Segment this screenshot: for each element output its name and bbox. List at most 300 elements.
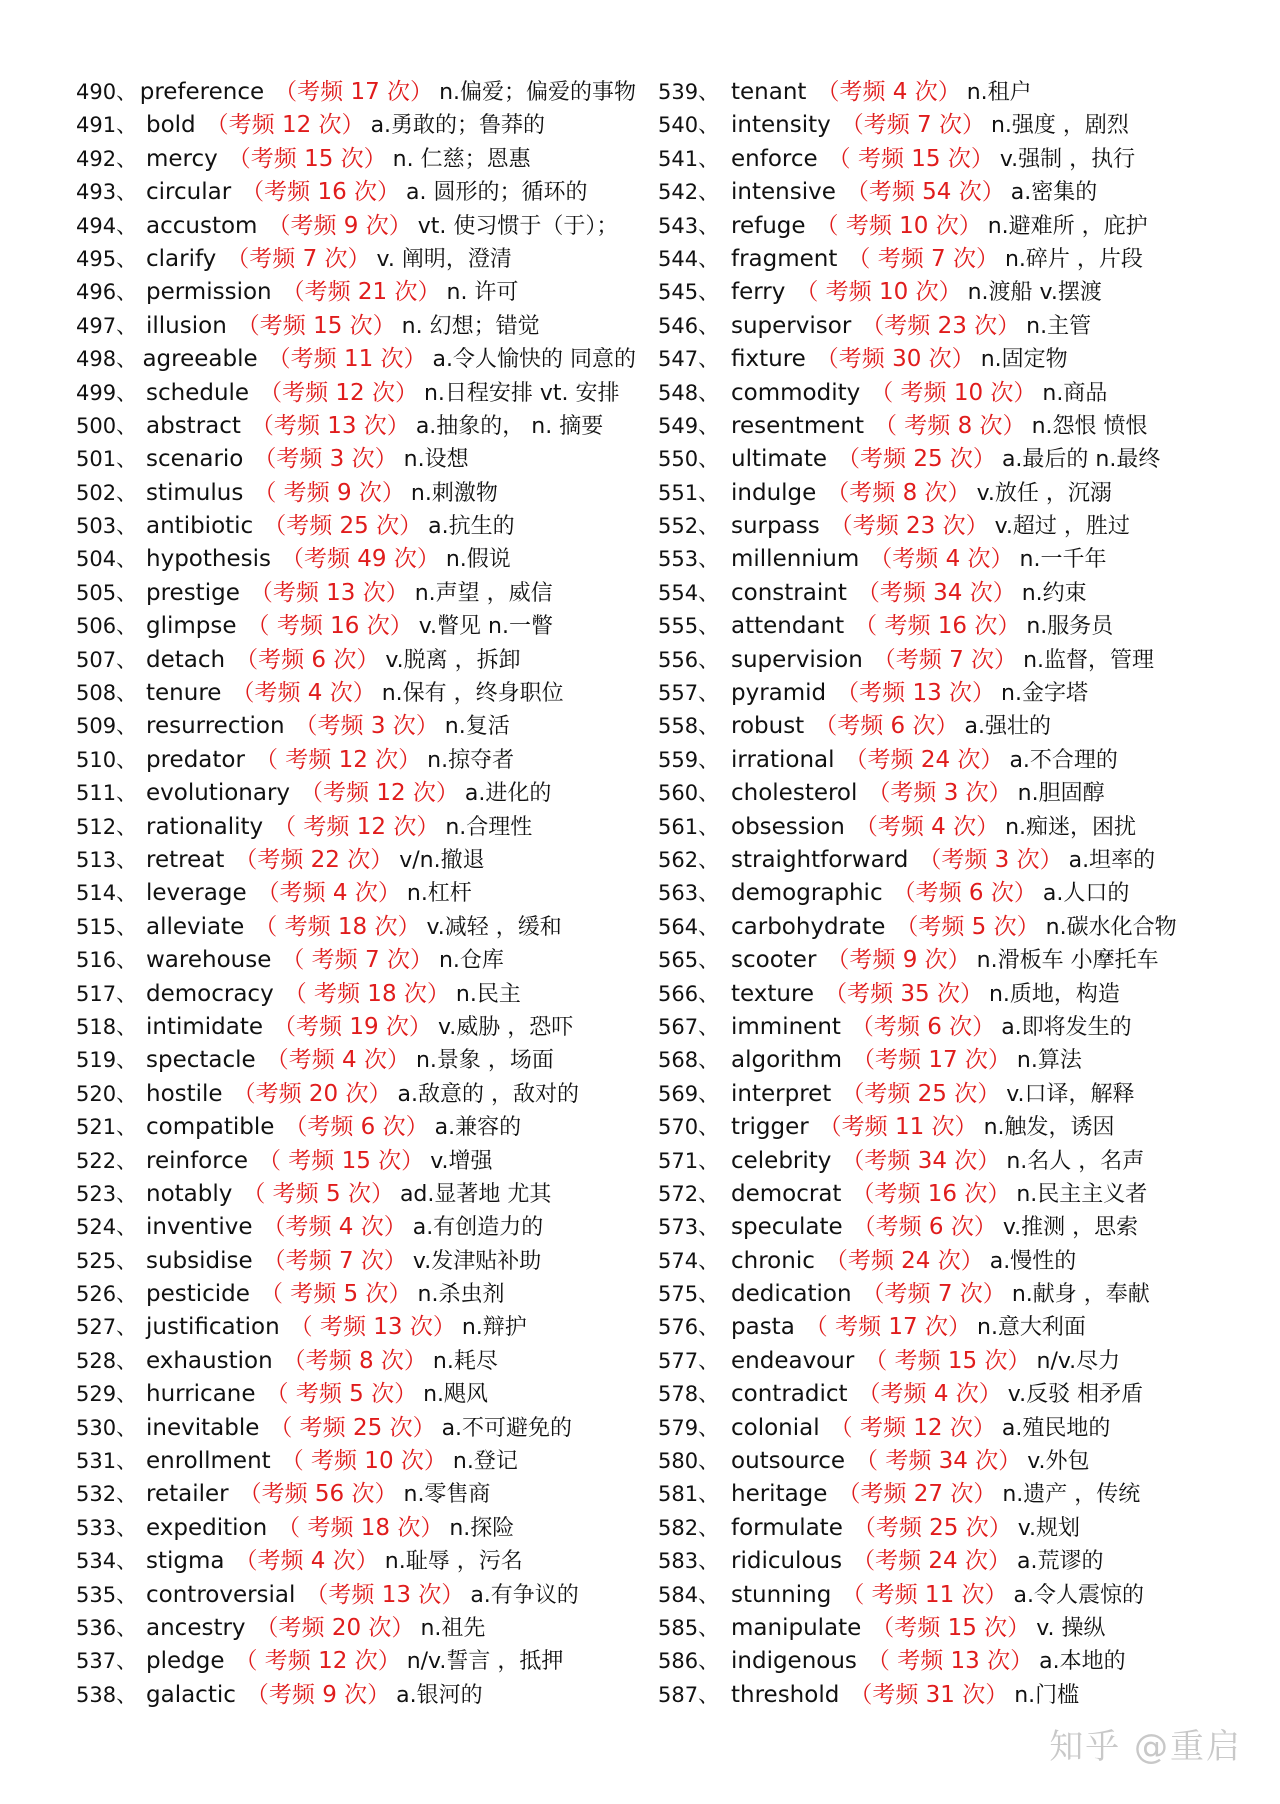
entry-number: 516、: [76, 948, 138, 973]
entry-definition: v.强制 ，执行: [999, 146, 1136, 172]
entry-frequency: （ 考频 15 次）: [827, 145, 994, 172]
entry-definition: n.碳水化合物: [1045, 914, 1177, 940]
entry-word: accustom: [146, 212, 258, 239]
entry-word: irrational: [731, 746, 835, 773]
vocab-entry: [658, 1545, 1218, 1578]
entry-frequency: （考频 15 次）: [227, 145, 387, 172]
entry-frequency: （考频 6 次）: [235, 646, 380, 673]
entry-frequency: （考频 9 次）: [267, 212, 412, 239]
vocab-entry: [658, 1612, 1218, 1645]
entry-word: pyramid: [731, 680, 827, 707]
entry-frequency: （考频 4 次）: [265, 1047, 410, 1074]
entry-word: demographic: [731, 880, 883, 907]
entry-frequency: （考频 25 次）: [837, 446, 996, 473]
entry-definition: n.避难所 ，庇护: [987, 213, 1148, 239]
entry-definition: a.本地的: [1039, 1649, 1126, 1675]
vocab-entry: [76, 510, 636, 543]
entry-frequency: （ 考频 13 次）: [289, 1314, 456, 1341]
vocab-entry: [76, 76, 636, 109]
entry-word: predator: [146, 746, 245, 773]
entry-frequency: （考频 11 次）: [267, 346, 427, 373]
entry-word: intensive: [731, 179, 836, 206]
entry-word: tenure: [146, 680, 222, 707]
entry-number: 531、: [76, 1449, 138, 1474]
entry-word: detach: [146, 646, 226, 673]
entry-frequency: （考频 8 次）: [826, 479, 971, 506]
entry-definition: n.民主: [455, 981, 521, 1007]
entry-word: justification: [146, 1314, 280, 1341]
entry-word: manipulate: [731, 1614, 862, 1641]
entry-word: obsession: [731, 813, 845, 840]
entry-definition: n.民主主义者: [1016, 1181, 1148, 1207]
vocab-entry: [76, 911, 636, 944]
entry-word: illusion: [146, 312, 227, 339]
entry-definition: a. 圆形的；循环的: [406, 180, 588, 206]
entry-number: 527、: [76, 1315, 138, 1340]
entry-number: 582、: [658, 1515, 720, 1540]
entry-number: 568、: [658, 1048, 720, 1073]
entry-definition: a.荒谬的: [1016, 1549, 1104, 1575]
vocab-entry: [76, 1044, 636, 1077]
entry-frequency: （考频 6 次）: [892, 880, 1037, 907]
entry-word: leverage: [146, 880, 247, 907]
vocab-entry: [76, 1245, 636, 1278]
entry-number: 495、: [76, 246, 138, 271]
entry-frequency: （ 考频 8 次）: [873, 412, 1026, 439]
entry-definition: v.脱离 ，拆卸: [385, 647, 521, 673]
entry-definition: n.名人 ，名声: [1006, 1148, 1145, 1174]
entry-definition: n.一千年: [1019, 547, 1107, 573]
entry-frequency: （考频 4 次）: [256, 880, 401, 907]
entry-number: 572、: [658, 1181, 720, 1206]
vocab-entry: [658, 1111, 1218, 1144]
entry-number: 509、: [76, 714, 138, 739]
entry-number: 526、: [76, 1282, 138, 1307]
entry-number: 524、: [76, 1215, 138, 1240]
entry-definition: n.杀虫剂: [417, 1282, 505, 1308]
entry-definition: n.耗尽: [432, 1348, 498, 1374]
entry-number: 564、: [658, 914, 720, 939]
entry-number: 549、: [658, 413, 720, 438]
entry-frequency: （ 考频 18 次）: [277, 1514, 444, 1541]
entry-frequency: （ 考频 12 次）: [273, 813, 440, 840]
entry-frequency: （ 考频 34 次）: [855, 1448, 1022, 1475]
entry-word: colonial: [731, 1414, 820, 1441]
entry-definition: n.设想: [403, 447, 469, 473]
entry-number: 550、: [658, 447, 720, 472]
vocab-entry: [658, 677, 1218, 710]
entry-word: intensity: [731, 112, 831, 139]
entry-definition: a.慢性的: [989, 1248, 1077, 1274]
entry-definition: v.规划: [1017, 1515, 1081, 1541]
entry-definition: n.偏爱；偏爱的事物: [439, 80, 636, 105]
vocab-entry: [658, 644, 1218, 677]
entry-number: 530、: [76, 1415, 138, 1440]
entry-definition: a.银河的: [396, 1682, 483, 1708]
vocab-entry: [658, 410, 1218, 443]
entry-definition: n.耻辱 ，污名: [384, 1549, 523, 1575]
entry-word: celebrity: [731, 1147, 832, 1174]
entry-definition: v.口译，解释: [1006, 1081, 1135, 1107]
vocab-entry: [76, 1145, 636, 1178]
entry-definition: v.发津贴补助: [412, 1248, 542, 1274]
vocab-entry: [658, 243, 1218, 276]
vocab-entry: [76, 744, 636, 777]
vocab-entry: [76, 1278, 636, 1311]
entry-definition: n.仓库: [438, 948, 504, 974]
entry-definition: n.景象 ，场面: [415, 1048, 554, 1074]
entry-frequency: （ 考频 18 次）: [283, 980, 450, 1007]
entry-definition: n. 许可: [446, 280, 519, 306]
entry-frequency: （ 考频 15 次）: [864, 1347, 1031, 1374]
entry-definition: n.碎片 ，片段: [1004, 246, 1143, 272]
entry-number: 585、: [658, 1615, 720, 1640]
entry-definition: n.日程安排 vt. 安排: [423, 380, 620, 406]
vocab-entry: [658, 143, 1218, 176]
vocab-entry: [658, 1345, 1218, 1378]
entry-frequency: （考频 20 次）: [232, 1080, 392, 1107]
entry-number: 557、: [658, 681, 720, 706]
entry-number: 570、: [658, 1115, 720, 1140]
vocab-entry: [76, 1078, 636, 1111]
entry-definition: a.进化的: [464, 781, 552, 807]
entry-number: 567、: [658, 1014, 720, 1039]
entry-word: intimidate: [146, 1013, 264, 1040]
entry-word: heritage: [731, 1481, 828, 1508]
vocab-entry: [76, 377, 636, 410]
entry-frequency: （考频 13 次）: [249, 579, 409, 606]
entry-number: 511、: [76, 781, 138, 806]
entry-frequency: （ 考频 7 次）: [847, 245, 999, 272]
entry-number: 545、: [658, 280, 720, 305]
vocab-entry: [658, 1512, 1218, 1545]
vocab-entry: [658, 76, 1218, 109]
vocab-entry: [76, 1311, 636, 1344]
entry-frequency: （考频 4 次）: [234, 1548, 379, 1575]
entry-number: 541、: [658, 146, 720, 171]
entry-definition: n.探险: [449, 1515, 515, 1541]
entry-frequency: （考频 25 次）: [852, 1514, 1012, 1541]
vocab-entry: [76, 811, 636, 844]
entry-word: straightforward: [731, 846, 909, 873]
entry-number: 534、: [76, 1549, 138, 1574]
entry-definition: ad.显著地 尤其: [399, 1181, 552, 1207]
entry-definition: n.触发，诱因: [983, 1115, 1115, 1141]
vocab-entry: [76, 710, 636, 743]
entry-word: retreat: [146, 846, 225, 873]
entry-definition: n.刺激物: [410, 480, 498, 506]
entry-frequency: （ 考频 10 次）: [280, 1448, 447, 1475]
vocab-entry: [658, 978, 1218, 1011]
entry-word: reinforce: [146, 1147, 248, 1174]
entry-definition: n.服务员: [1026, 614, 1114, 640]
entry-frequency: （考频 19 次）: [273, 1013, 432, 1040]
entry-definition: v.减轻 ，缓和: [426, 914, 562, 940]
entry-number: 503、: [76, 514, 138, 539]
vocab-entry: [76, 1378, 636, 1411]
vocab-entry: [76, 577, 636, 610]
vocab-entry: [76, 443, 636, 476]
entry-number: 584、: [658, 1582, 720, 1607]
vocab-entry: [658, 777, 1218, 810]
entry-definition: a.强壮的: [964, 714, 1051, 740]
entry-word: pledge: [146, 1648, 225, 1675]
entry-word: preference: [139, 79, 265, 105]
entry-definition: a.人口的: [1042, 881, 1130, 907]
entry-word: carbohydrate: [731, 913, 886, 940]
entry-word: algorithm: [731, 1047, 843, 1074]
vocab-entry: [658, 744, 1218, 777]
entry-word: abstract: [146, 412, 241, 439]
vocab-entry: [76, 1579, 636, 1612]
entry-number: 581、: [658, 1482, 720, 1507]
vocab-entry: [658, 1311, 1218, 1344]
entry-frequency: （考频 12 次）: [300, 780, 459, 807]
vocab-entry: [658, 1145, 1218, 1178]
entry-frequency: （考频 16 次）: [851, 1180, 1011, 1207]
entry-word: speculate: [731, 1214, 843, 1241]
entry-definition: a.令人震惊的: [1013, 1582, 1144, 1608]
entry-number: 492、: [76, 146, 138, 171]
entry-frequency: （考频 34 次）: [841, 1147, 1001, 1174]
entry-word: pasta: [731, 1314, 795, 1341]
entry-frequency: （考频 12 次）: [205, 112, 365, 139]
entry-frequency: （考频 24 次）: [844, 746, 1004, 773]
entry-frequency: （考频 4 次）: [869, 546, 1014, 573]
entry-frequency: （ 考频 16 次）: [246, 613, 413, 640]
vocab-entry: [76, 1612, 636, 1645]
entry-definition: n.主管: [1026, 313, 1092, 339]
entry-frequency: （考频 7 次）: [262, 1247, 407, 1274]
entry-number: 528、: [76, 1348, 138, 1373]
vocab-entry: [76, 978, 636, 1011]
entry-number: 498、: [76, 347, 138, 372]
entry-number: 553、: [658, 547, 720, 572]
entry-word: notably: [146, 1180, 233, 1207]
entry-frequency: （考频 12 次）: [259, 379, 418, 406]
entry-definition: n.合理性: [445, 814, 533, 840]
entry-word: texture: [731, 980, 815, 1007]
vocab-entry: [76, 109, 636, 142]
entry-word: indulge: [731, 479, 817, 506]
entry-frequency: （考频 17 次）: [852, 1047, 1011, 1074]
vocab-entry: [658, 276, 1218, 309]
entry-definition: v. 阐明，澄清: [376, 246, 512, 272]
entry-number: 554、: [658, 580, 720, 605]
entry-frequency: （考频 6 次）: [284, 1114, 429, 1141]
entry-frequency: （ 考频 5 次）: [259, 1281, 412, 1308]
entry-definition: a.有争议的: [470, 1582, 579, 1608]
vocab-entry: [76, 1512, 636, 1545]
entry-definition: n.强度 ，剧烈: [990, 113, 1129, 139]
entry-definition: v.推测 ，思索: [1002, 1215, 1139, 1241]
entry-definition: n.质地，构造: [988, 981, 1120, 1007]
entry-number: 558、: [658, 714, 720, 739]
vocab-entry: [76, 410, 636, 443]
entry-number: 574、: [658, 1248, 720, 1273]
vocab-entry: [658, 610, 1218, 643]
entry-definition: n.意大利面: [977, 1315, 1086, 1341]
entry-frequency: （ 考频 16 次）: [854, 613, 1021, 640]
entry-frequency: （ 考频 10 次）: [815, 212, 982, 239]
entry-word: ancestry: [146, 1614, 246, 1641]
entry-definition: n.胆固醇: [1017, 781, 1105, 807]
entry-frequency: （考频 9 次）: [245, 1681, 391, 1708]
entry-word: surpass: [731, 513, 820, 540]
vocab-entry: [76, 1211, 636, 1244]
entry-number: 566、: [658, 981, 720, 1006]
entry-word: resentment: [731, 412, 864, 439]
entry-number: 497、: [76, 313, 138, 338]
entry-frequency: （考频 25 次）: [841, 1080, 1001, 1107]
entry-definition: n.飓风: [423, 1382, 489, 1408]
entry-frequency: （考频 7 次）: [861, 1281, 1006, 1308]
entry-word: glimpse: [146, 613, 237, 640]
vocab-entry: [76, 143, 636, 176]
vocab-entry: [76, 343, 636, 376]
entry-word: trigger: [731, 1114, 809, 1141]
vocab-entry: [658, 811, 1218, 844]
entry-definition: n.商品: [1042, 380, 1108, 406]
entry-number: 507、: [76, 647, 138, 672]
vocab-entry: [76, 1679, 636, 1712]
entry-frequency: （考频 4 次）: [231, 680, 376, 707]
entry-definition: n.遗产 ，传统: [1002, 1482, 1141, 1508]
entry-frequency: （考频 16 次）: [241, 179, 401, 206]
entry-number: 512、: [76, 814, 138, 839]
entry-frequency: （考频 15 次）: [236, 312, 396, 339]
entry-word: enrollment: [146, 1448, 271, 1475]
entry-word: antibiotic: [146, 513, 254, 540]
entry-number: 552、: [658, 514, 720, 539]
entry-definition: v.超过 ，胜过: [994, 514, 1130, 540]
entry-number: 519、: [76, 1048, 138, 1073]
entry-word: threshold: [731, 1681, 840, 1708]
vocab-column-left: [76, 76, 636, 1712]
entry-definition: a.勇敢的；鲁莽的: [370, 113, 546, 139]
vocab-entry: [76, 176, 636, 209]
entry-number: 583、: [658, 1549, 720, 1574]
entry-definition: n. 仁慈；恩惠: [392, 146, 531, 172]
entry-definition: n.痴迷，困扰: [1005, 814, 1137, 840]
vocab-entry: [658, 577, 1218, 610]
entry-word: indigenous: [731, 1648, 857, 1675]
entry-number: 573、: [658, 1215, 720, 1240]
entry-frequency: （考频 3 次）: [867, 780, 1012, 807]
entry-frequency: （考频 54 次）: [845, 179, 1005, 206]
entry-definition: a.密集的: [1010, 180, 1098, 206]
vocab-entry: [76, 644, 636, 677]
entry-word: warehouse: [146, 947, 272, 974]
entry-frequency: （考频 21 次）: [281, 279, 441, 306]
entry-number: 569、: [658, 1081, 720, 1106]
entry-definition: vt. 使习惯于（于）；: [417, 213, 619, 239]
entry-number: 580、: [658, 1449, 720, 1474]
entry-definition: n.固定物: [980, 347, 1068, 373]
entry-definition: n.算法: [1016, 1048, 1082, 1074]
entry-frequency: （考频 7 次）: [872, 646, 1018, 673]
vocab-entry: [658, 1412, 1218, 1445]
entry-word: bold: [146, 112, 196, 139]
entry-word: millennium: [731, 546, 860, 573]
entry-word: formulate: [731, 1514, 843, 1541]
vocab-entry: [76, 1178, 636, 1211]
entry-definition: a.殖民地的: [1001, 1415, 1111, 1441]
vocab-entry: [76, 1345, 636, 1378]
entry-number: 523、: [76, 1181, 138, 1206]
entry-frequency: （考频 7 次）: [840, 112, 985, 139]
vocab-entry: [76, 1445, 636, 1478]
entry-definition: n.金字塔: [1001, 681, 1088, 707]
entry-frequency: （ 考频 9 次）: [253, 479, 405, 506]
vocab-entry: [76, 944, 636, 977]
entry-number: 542、: [658, 180, 720, 205]
entry-frequency: （考频 15 次）: [871, 1614, 1031, 1641]
entry-frequency: （考频 3 次）: [253, 446, 398, 473]
entry-word: alleviate: [146, 913, 245, 940]
entry-word: dedication: [731, 1281, 852, 1308]
vocab-entry: [658, 1044, 1218, 1077]
entry-definition: v.增强: [430, 1148, 493, 1174]
vocab-entry: [76, 1478, 636, 1511]
entry-number: 543、: [658, 213, 720, 238]
entry-number: 533、: [76, 1515, 138, 1540]
vocab-entry: [76, 1412, 636, 1445]
entry-number: 555、: [658, 614, 720, 639]
vocab-entry: [658, 1378, 1218, 1411]
entry-number: 493、: [76, 180, 138, 205]
entry-word: hostile: [146, 1080, 223, 1107]
vocab-entry: [76, 543, 636, 576]
entry-word: exhaustion: [146, 1347, 273, 1374]
entry-definition: n.杠杆: [406, 881, 472, 907]
entry-frequency: （ 考频 18 次）: [254, 913, 421, 940]
entry-frequency: （考频 25 次）: [263, 513, 423, 540]
entry-number: 546、: [658, 313, 720, 338]
entry-definition: n.零售商: [403, 1482, 491, 1508]
vocab-entry: [76, 310, 636, 343]
entry-word: evolutionary: [146, 780, 291, 807]
entry-word: inventive: [146, 1214, 253, 1241]
entry-definition: v.反驳 相矛盾: [1007, 1382, 1144, 1408]
entry-frequency: （考频 24 次）: [824, 1247, 984, 1274]
vocab-entry: [76, 777, 636, 810]
entry-definition: v. 操纵: [1036, 1615, 1106, 1641]
vocab-entry: [658, 1645, 1218, 1678]
entry-number: 579、: [658, 1415, 720, 1440]
entry-number: 540、: [658, 113, 720, 138]
entry-frequency: （ 考频 25 次）: [269, 1414, 436, 1441]
entry-frequency: （考频 49 次）: [280, 546, 440, 573]
entry-definition: a.即将发生的: [1001, 1014, 1132, 1040]
entry-word: attendant: [731, 613, 845, 640]
entry-frequency: （考频 4 次）: [262, 1214, 407, 1241]
entry-frequency: （考频 31 次）: [849, 1681, 1009, 1708]
entry-number: 563、: [658, 881, 720, 906]
entry-word: robust: [731, 713, 805, 740]
entry-frequency: （考频 11 次）: [818, 1114, 978, 1141]
watermark: 知乎 @重启: [1049, 1727, 1242, 1767]
vocab-entry: [658, 477, 1218, 510]
entry-word: permission: [146, 279, 272, 306]
vocab-entry: [658, 1679, 1218, 1712]
entry-number: 514、: [76, 881, 138, 906]
vocab-entry: [76, 477, 636, 510]
entry-frequency: （ 考频 12 次）: [254, 746, 422, 773]
entry-number: 539、: [658, 80, 720, 104]
entry-word: commodity: [731, 379, 861, 406]
entry-frequency: （ 考频 5 次）: [242, 1180, 394, 1207]
